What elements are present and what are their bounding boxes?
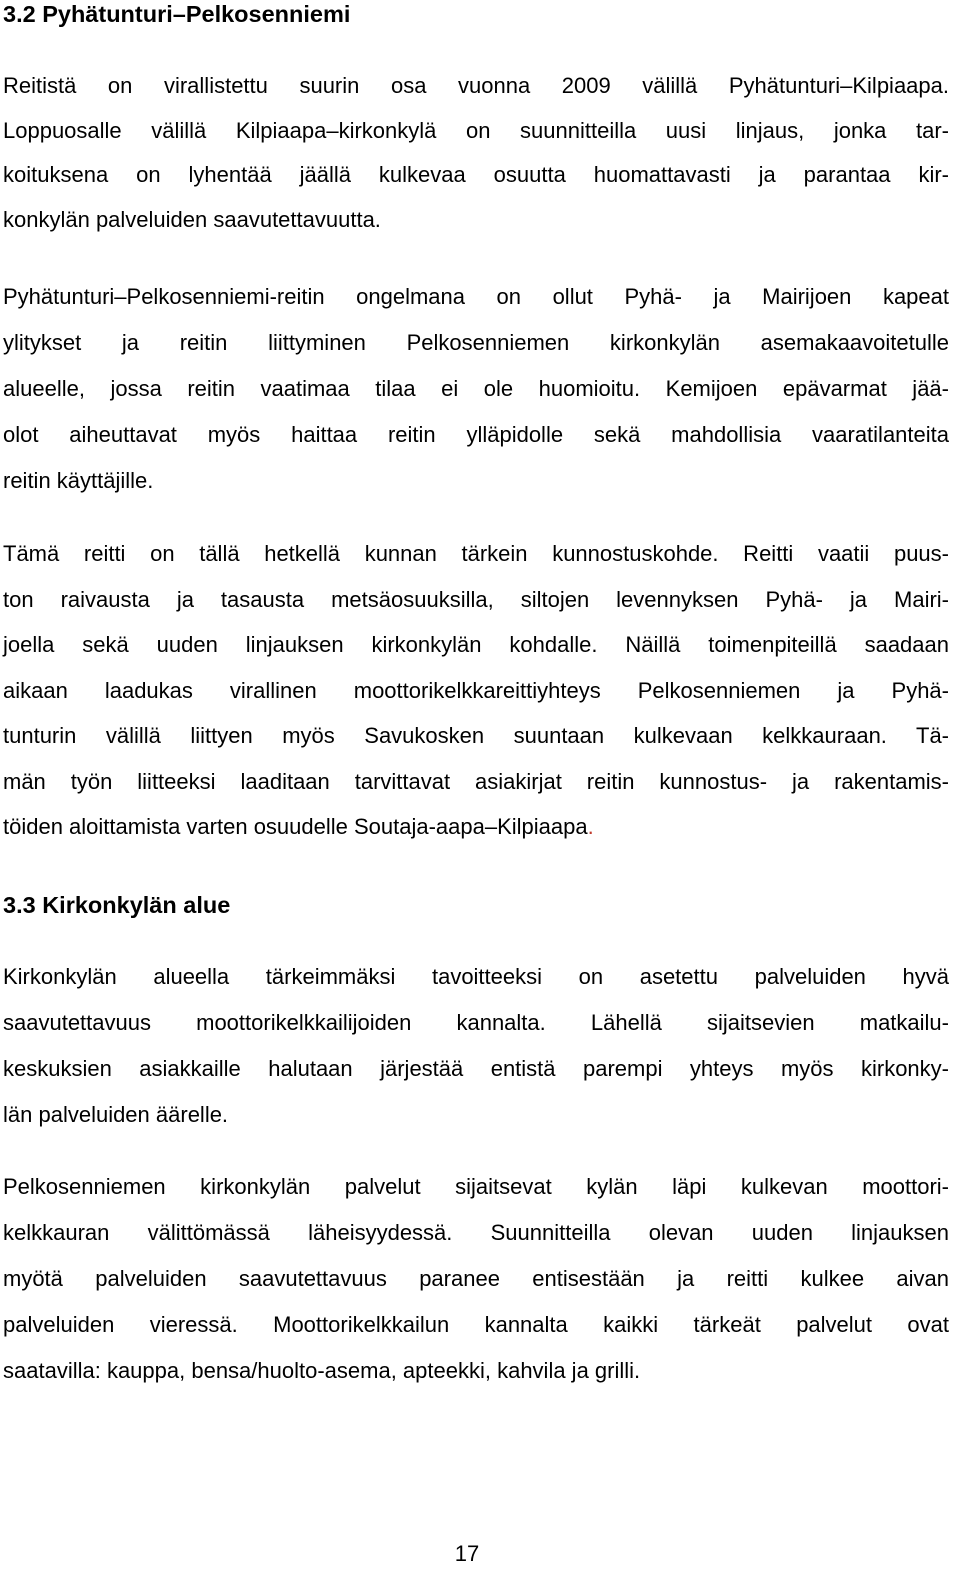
- text-line: myötä palveluiden saavutettavuus paranee entisestään ja reitti kulkee aivan: [3, 1266, 949, 1291]
- text-line: Loppuosalle välillä Kilpiaapa–kirkonkylä on suunnitteilla uusi linjaus, jonka tar-: [3, 117, 949, 143]
- text-line: män työn liitteeksi laaditaan tarvittavat asiakirjat reitin kunnostus- ja rakentamis-: [3, 768, 949, 794]
- text-line: tunturin välillä liittyen myös Savukosken suuntaan kulkevaan kelkkauraan. Tä-: [3, 723, 949, 748]
- end-mark: .: [587, 814, 594, 839]
- text-line: joella sekä uuden linjauksen kirkonkylän kohdalle. Näillä toimenpiteillä saadaan: [3, 632, 949, 657]
- text-line: kelkkauran välittömässä läheisyydessä. Suunnitteilla olevan uuden linjauksen: [3, 1220, 949, 1245]
- section-heading-3-2: 3.2 Pyhätunturi–Pelkosenniemi: [3, 1, 351, 27]
- paragraph-route-problems: [3, 274, 949, 504]
- text-line: Tämä reitti on tällä hetkellä kunnan tärkein kunnostuskohde. Reitti vaatii puus-: [3, 541, 949, 566]
- text-line: Kirkonkylän alueella tärkeimmäksi tavoitteeksi on asetettu palveluiden hyvä: [3, 964, 949, 989]
- paragraph-village-goal: [3, 954, 949, 1138]
- paragraph-repair-priority: [3, 531, 949, 850]
- text-line: palveluiden vieressä. Moottorikelkkailun kannalta kaikki tärkeät palvelut ovat: [3, 1312, 949, 1337]
- text-line: Pelkosenniemen kirkonkylän palvelut sijaitsevat kylän läpi kulkevan moottori-: [3, 1174, 949, 1199]
- text-line: alueelle, jossa reitin vaatimaa tilaa ei ole huomioitu. Kemijoen epävarmat jää-: [3, 376, 949, 401]
- text-line: keskuksien asiakkaille halutaan järjestää entistä parempi yhteys myös kirkonky-: [3, 1056, 949, 1081]
- text-line-content: töiden aloittamista varten osuudelle Soutaja-aapa–Kilpiaapa: [3, 814, 588, 839]
- text-line: reitin käyttäjille.: [3, 468, 154, 493]
- text-line: ton raivausta ja tasausta metsäosuuksilla, siltojen levennyksen Pyhä- ja Mairi-: [3, 586, 949, 612]
- text-line: Reitistä on virallistettu suurin osa vuonna 2009 välillä Pyhätunturi–Kilpiaapa.: [3, 73, 949, 98]
- text-line: [3, 804, 949, 850]
- text-line: konkylän palveluiden saavutettavuutta.: [3, 206, 381, 232]
- section-heading-3-3: 3.3 Kirkonkylän alue: [3, 892, 231, 918]
- text-line: län palveluiden äärelle.: [3, 1102, 229, 1127]
- page-number: 17: [454, 1541, 480, 1566]
- text-line: saavutettavuus moottorikelkkailijoiden kannalta. Lähellä sijaitsevien matkailu-: [3, 1010, 949, 1035]
- paragraph-village-services: [3, 1164, 949, 1394]
- text-line: saatavilla: kauppa, bensa/huolto-asema, apteekki, kahvila ja grilli.: [3, 1358, 641, 1383]
- paragraph-route-designation: [3, 64, 949, 242]
- text-line: koituksena on lyhentää jäällä kulkevaa osuutta huomattavasti ja parantaa kir-: [3, 162, 949, 187]
- text-line: Pyhätunturi–Pelkosenniemi-reitin ongelmana on ollut Pyhä- ja Mairijoen kapeat: [3, 284, 949, 309]
- text-line: olot aiheuttavat myös haittaa reitin ylläpidolle sekä mahdollisia vaaratilanteita: [3, 422, 949, 447]
- text-line: aikaan laadukas virallinen moottorikelkkareittiyhteys Pelkosenniemen ja Pyhä-: [3, 677, 949, 703]
- text-line: ylitykset ja reitin liittyminen Pelkosenniemen kirkonkylän asemakaavoitetulle: [3, 330, 949, 355]
